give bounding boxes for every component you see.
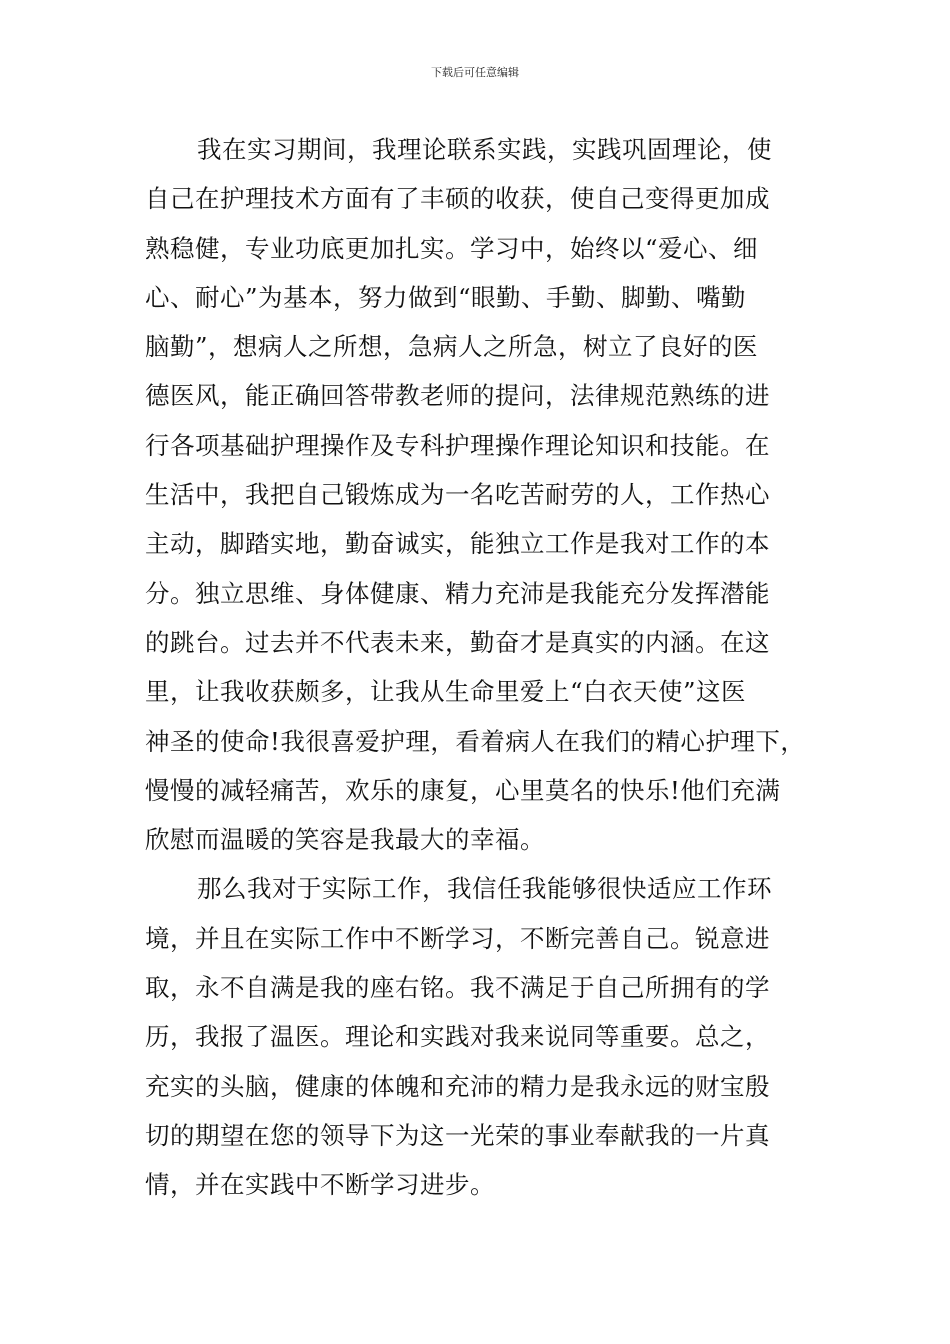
- text-line: 那么我对于实际工作，我信任我能够很快适应工作环: [197, 874, 772, 904]
- text-line: 切的期望在您的领导下为这一光荣的事业奉献我的一片真: [145, 1120, 770, 1150]
- text-line: 生活中，我把自己锻炼成为一名吃苦耐劳的人，工作热心: [145, 480, 770, 510]
- text-line: 主动，脚踏实地，勤奋诚实，能独立工作是我对工作的本: [145, 529, 770, 559]
- text-line: 自己在护理技术方面有了丰硕的收获，使自己变得更加成: [145, 184, 770, 214]
- text-line: 心、耐心”为基本，努力做到“眼勤、手勤、脚勤、嘴勤: [145, 282, 747, 312]
- text-line: 历，我报了温医。理论和实践对我来说同等重要。总之，: [145, 1022, 770, 1052]
- text-line: 脑勤”，想病人之所想，急病人之所急，树立了良好的医: [145, 332, 759, 362]
- text-line: 取，永不自满是我的座右铭。我不满足于自己所拥有的学: [145, 973, 770, 1003]
- paragraph-2: [145, 864, 815, 1209]
- text-line: 慢慢的减轻痛苦，欢乐的康复，心里莫名的快乐!他们充满: [145, 775, 781, 805]
- text-line: 神圣的使命!我很喜爱护理，看着病人在我们的精心护理下，: [145, 726, 806, 756]
- page-header: 下载后可任意编辑: [431, 66, 519, 79]
- text-line: 我在实习期间，我理论联系实践，实践巩固理论，使: [197, 135, 772, 164]
- text-line: 欣慰而温暖的笑容是我最大的幸福。: [145, 825, 545, 855]
- text-line: 熟稳健，专业功底更加扎实。学习中，始终以“爱心、细: [145, 233, 759, 263]
- text-line: 分。独立思维、身体健康、精力充沛是我能充分发挥潜能: [145, 578, 770, 608]
- text-line: 行各项基础护理操作及专科护理操作理论知识和技能。在: [145, 430, 770, 460]
- text-line: 充实的头脑，健康的体魄和充沛的精力是我永远的财宝殷: [145, 1071, 770, 1101]
- document-body: [145, 125, 815, 1210]
- text-line: 德医风，能正确回答带教老师的提问，法律规范熟练的进: [145, 381, 770, 411]
- text-line: 里，让我收获颇多，让我从生命里爱上“白衣天使”这医: [145, 677, 747, 707]
- text-line: 境，并且在实际工作中不断学习，不断完善自己。锐意进: [145, 923, 770, 953]
- text-line: 情，并在实践中不断学习进步。: [145, 1170, 495, 1200]
- text-line: 的跳台。过去并不代表未来，勤奋才是真实的内涵。在这: [145, 627, 770, 657]
- paragraph-1: [145, 125, 815, 864]
